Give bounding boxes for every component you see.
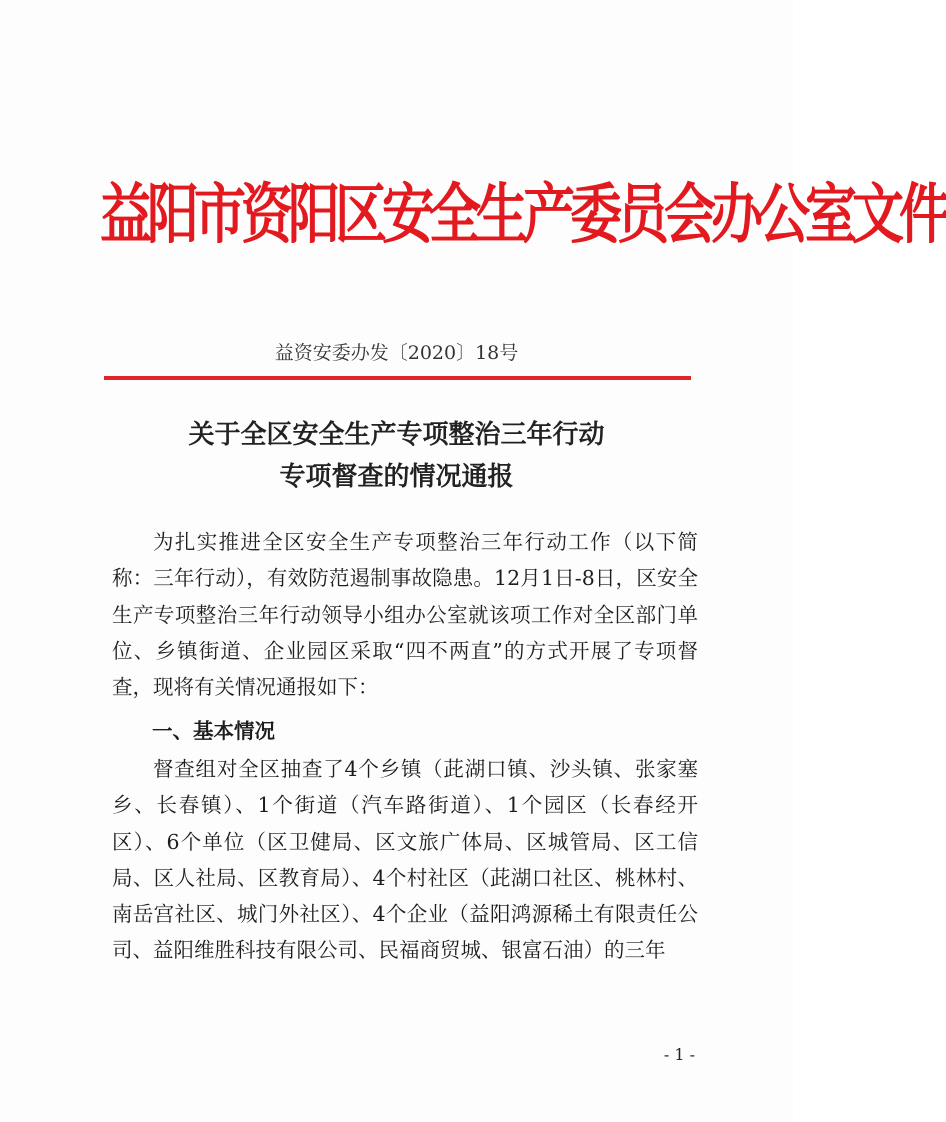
section1-paragraph-block	[112, 751, 698, 969]
section-heading-basic-situation: 一、基本情况	[152, 719, 275, 743]
document-title-line-2: 专项督查的情况通报	[279, 462, 514, 492]
page-number: - 1 -	[663, 1045, 695, 1064]
document-masthead: 益阳市资阳区安全生产委员会办公室文件	[100, 177, 946, 253]
document-number: 益资安委办发〔2020〕18号	[274, 342, 519, 364]
intro-paragraph: 为扎实推进全区安全生产专项整治三年行动工作（以下简称：三年行动），有效防范遏制事故隐患。12月1日-8日，区安全生产专项整治三年行动领导小组办公室就该项工作对全区部门单位、乡镇街道、企业园区采取“四不两直”的方式开展了专项督查，现将有关情况通报如下：	[112, 530, 698, 700]
intro-paragraph-block	[112, 524, 698, 705]
red-separator-line	[104, 376, 691, 380]
document-title-line-1: 关于全区安全生产专项整治三年行动	[188, 420, 605, 450]
section1-paragraph: 督查组对全区抽查了4个乡镇（茈湖口镇、沙头镇、张家塞乡、长春镇）、1个街道（汽车路街道）、1个园区（长春经开区）、6个单位（区卫健局、区文旅广体局、区城管局、区工信局、区人社局、区教育局）、4个村社区（茈湖口社区、桃林村、南岳宫社区、城门外社区）、4个企业（益阳鸿源稀土有限责任公司、益阳维胜科技有限公司、民福商贸城、银富石油）的三年	[112, 757, 698, 963]
